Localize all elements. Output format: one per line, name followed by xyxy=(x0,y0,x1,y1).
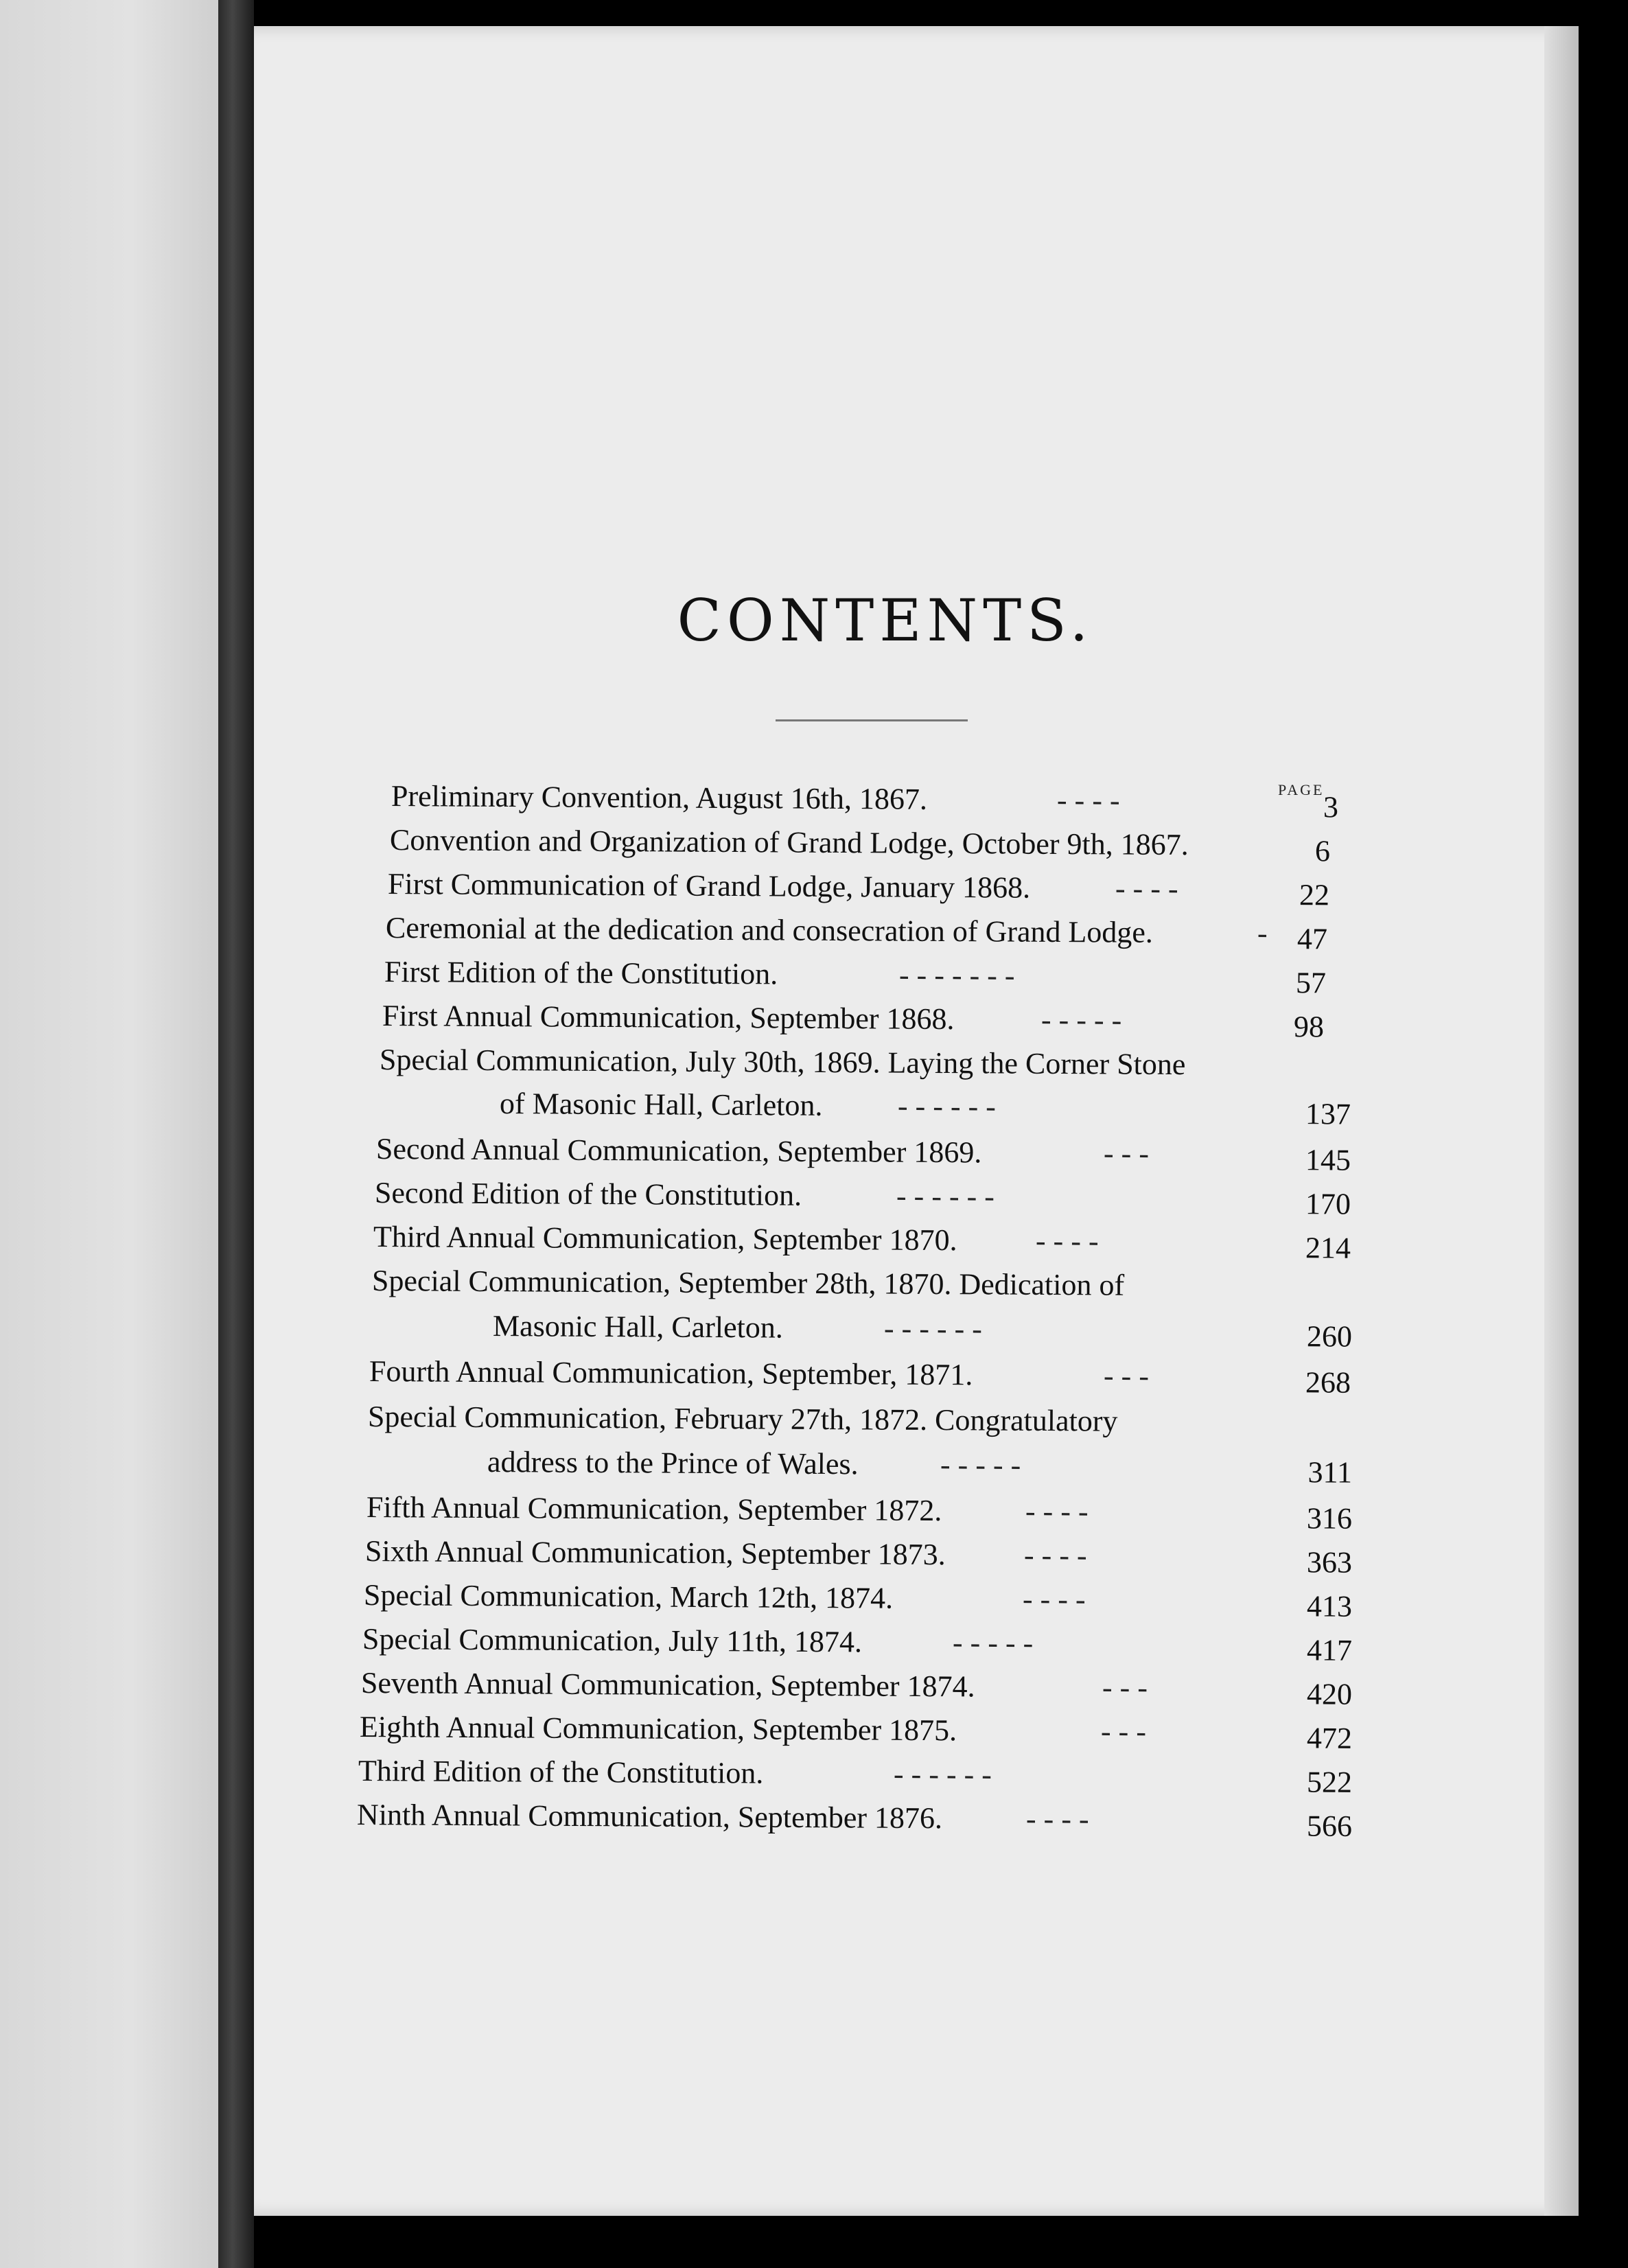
toc-entry-title: Special Communication, July 30th, 1869. Laying the Corner Stone xyxy=(379,1043,1186,1082)
toc-entry-page: 98 xyxy=(1293,1010,1325,1044)
toc-entry-title: First Edition of the Constitution. xyxy=(384,955,778,991)
toc-leader-dots: - - - xyxy=(1103,1358,1150,1393)
toc-entry-title: Special Communication, July 11th, 1874. xyxy=(362,1622,863,1659)
toc-entry-page: 316 xyxy=(1306,1501,1353,1536)
toc-entry xyxy=(356,1794,1353,1843)
toc-entry xyxy=(359,1706,1353,1755)
toc-leader-dots: - - - xyxy=(1103,1136,1150,1170)
toc-leader-dots: - - - - - xyxy=(952,1625,1034,1660)
toc-entry-title: Seventh Annual Communication, September 1874. xyxy=(360,1666,975,1704)
toc-leader-dots: - - - - xyxy=(1022,1582,1086,1617)
toc-leader-dots: - - - - - xyxy=(1040,1002,1122,1037)
toc-entry xyxy=(388,864,1349,911)
toc-entry-page: 6 xyxy=(1314,834,1331,868)
toc-leader-dots: - - - xyxy=(1100,1714,1147,1748)
toc-entry-page: 214 xyxy=(1305,1231,1351,1265)
toc-entry-title: Masonic Hall, Carleton. xyxy=(492,1309,783,1345)
toc-entry-page: 413 xyxy=(1306,1589,1353,1623)
toc-entry-title: Special Communication, February 27th, 1872. Congratulatory xyxy=(367,1400,1118,1438)
toc-entry xyxy=(375,1129,1351,1177)
toc-leader-dots: - - - - xyxy=(1056,783,1120,818)
toc-entry xyxy=(369,1351,1351,1400)
toc-entry-title: Second Edition of the Constitution. xyxy=(374,1176,802,1212)
toc-entry-title: Third Edition of the Constitution. xyxy=(358,1754,764,1790)
toc-leader-dots: - - - - - - xyxy=(896,1179,995,1214)
toc-entry-page: 522 xyxy=(1306,1765,1353,1799)
toc-entry xyxy=(382,995,1343,1043)
page-column-label: PAGE xyxy=(1278,781,1325,798)
toc-entry xyxy=(390,820,1351,867)
toc-entry xyxy=(358,1750,1353,1799)
toc-entry xyxy=(386,907,1347,955)
toc-entry-page: 47 xyxy=(1296,922,1328,956)
toc-entry-page: 311 xyxy=(1307,1455,1353,1490)
toc-entry-page: 260 xyxy=(1306,1319,1353,1354)
toc-entry-page: 170 xyxy=(1305,1187,1351,1221)
toc-entry-title: Fifth Annual Communication, September 1872. xyxy=(366,1490,942,1528)
toc-leader-dots: - - - - xyxy=(1025,1494,1089,1529)
toc-entry-title: Preliminary Convention, August 16th, 1867. xyxy=(391,779,928,816)
toc-entry-page: 566 xyxy=(1306,1809,1353,1843)
toc-entry-page: 137 xyxy=(1305,1097,1351,1131)
toc-entry-title: of Masonic Hall, Carleton. xyxy=(499,1087,823,1122)
toc-entry-page: 3 xyxy=(1323,790,1339,824)
toc-entry-page: 145 xyxy=(1305,1143,1351,1177)
toc-entry-page: 417 xyxy=(1306,1633,1353,1667)
toc-leader-dots: - - - - xyxy=(1115,871,1178,906)
toc-entry-title: Third Annual Communication, September 1870. xyxy=(373,1220,957,1258)
toc-entry-title: Sixth Annual Communication, September 1873. xyxy=(364,1534,946,1572)
toc-entry xyxy=(360,1663,1353,1711)
toc-leader-dots: - - - - xyxy=(1035,1223,1099,1258)
toc-entry-page: 472 xyxy=(1306,1721,1353,1755)
toc-entry-continuation xyxy=(493,1306,1351,1352)
toc-entry-continuation xyxy=(500,1083,1358,1130)
toc-entry-title: address to the Prince of Wales. xyxy=(487,1445,859,1481)
page-title: CONTENTS. xyxy=(677,587,1094,654)
toc-entry-page: 363 xyxy=(1306,1545,1353,1579)
toc-leader-dots: - - - - xyxy=(1025,1801,1089,1836)
toc-leader-dots: - - - - - - xyxy=(897,1089,997,1124)
toc-entry xyxy=(363,1575,1353,1623)
toc-entry-page: 22 xyxy=(1299,878,1330,912)
toc-entry xyxy=(364,1531,1353,1579)
toc-entry xyxy=(374,1172,1351,1221)
toc-entry-title: Ninth Annual Communication, September 1876. xyxy=(356,1798,943,1836)
toc-leader-dots: - - - - - - xyxy=(883,1311,983,1346)
toc-entry-page: 420 xyxy=(1306,1677,1353,1711)
toc-entry-title: Convention and Organization of Grand Lodge, October 9th, 1867. xyxy=(389,823,1189,862)
toc-entry-title: First Communication of Grand Lodge, January 1868. xyxy=(387,867,1031,905)
toc-entry-title: Special Communication, March 12th, 1874. xyxy=(363,1578,894,1615)
toc-entry-title: Special Communication, September 28th, 1870. Dedication of xyxy=(371,1264,1125,1302)
toc-leader-dots: - - - - - xyxy=(940,1448,1021,1482)
toc-leader-dots: - - - xyxy=(1102,1670,1148,1704)
toc-entry xyxy=(366,1487,1353,1536)
toc-entry xyxy=(372,1260,1333,1308)
toc-leader-dots: - - - - xyxy=(1023,1538,1087,1573)
toc-entry-title: Ceremonial at the dedication and consecration of Grand Lodge. xyxy=(385,911,1154,949)
toc-entry-title: Eighth Annual Communication, September 1875. xyxy=(359,1710,957,1748)
toc-entry xyxy=(380,1039,1340,1087)
toc-entry xyxy=(373,1216,1351,1265)
toc-entry-page: 57 xyxy=(1295,966,1327,1000)
toc-leader-dots: - xyxy=(1257,916,1268,950)
toc-leader-dots: - - - - - - xyxy=(893,1757,992,1792)
toc-entry-continuation xyxy=(487,1442,1353,1490)
toc-entry xyxy=(368,1396,1329,1444)
toc-entry xyxy=(384,951,1345,999)
toc-entry-page: 268 xyxy=(1305,1365,1351,1400)
toc-entry xyxy=(362,1619,1353,1667)
toc-entry-title: Second Annual Communication, September 1869. xyxy=(375,1132,982,1170)
toc-entry xyxy=(391,776,1352,823)
toc-leader-dots: - - - - - - - xyxy=(898,958,1015,993)
toc-entry-title: Fourth Annual Communication, September, 1871. xyxy=(369,1354,973,1392)
toc-entry-title: First Annual Communication, September 1868. xyxy=(382,999,955,1037)
